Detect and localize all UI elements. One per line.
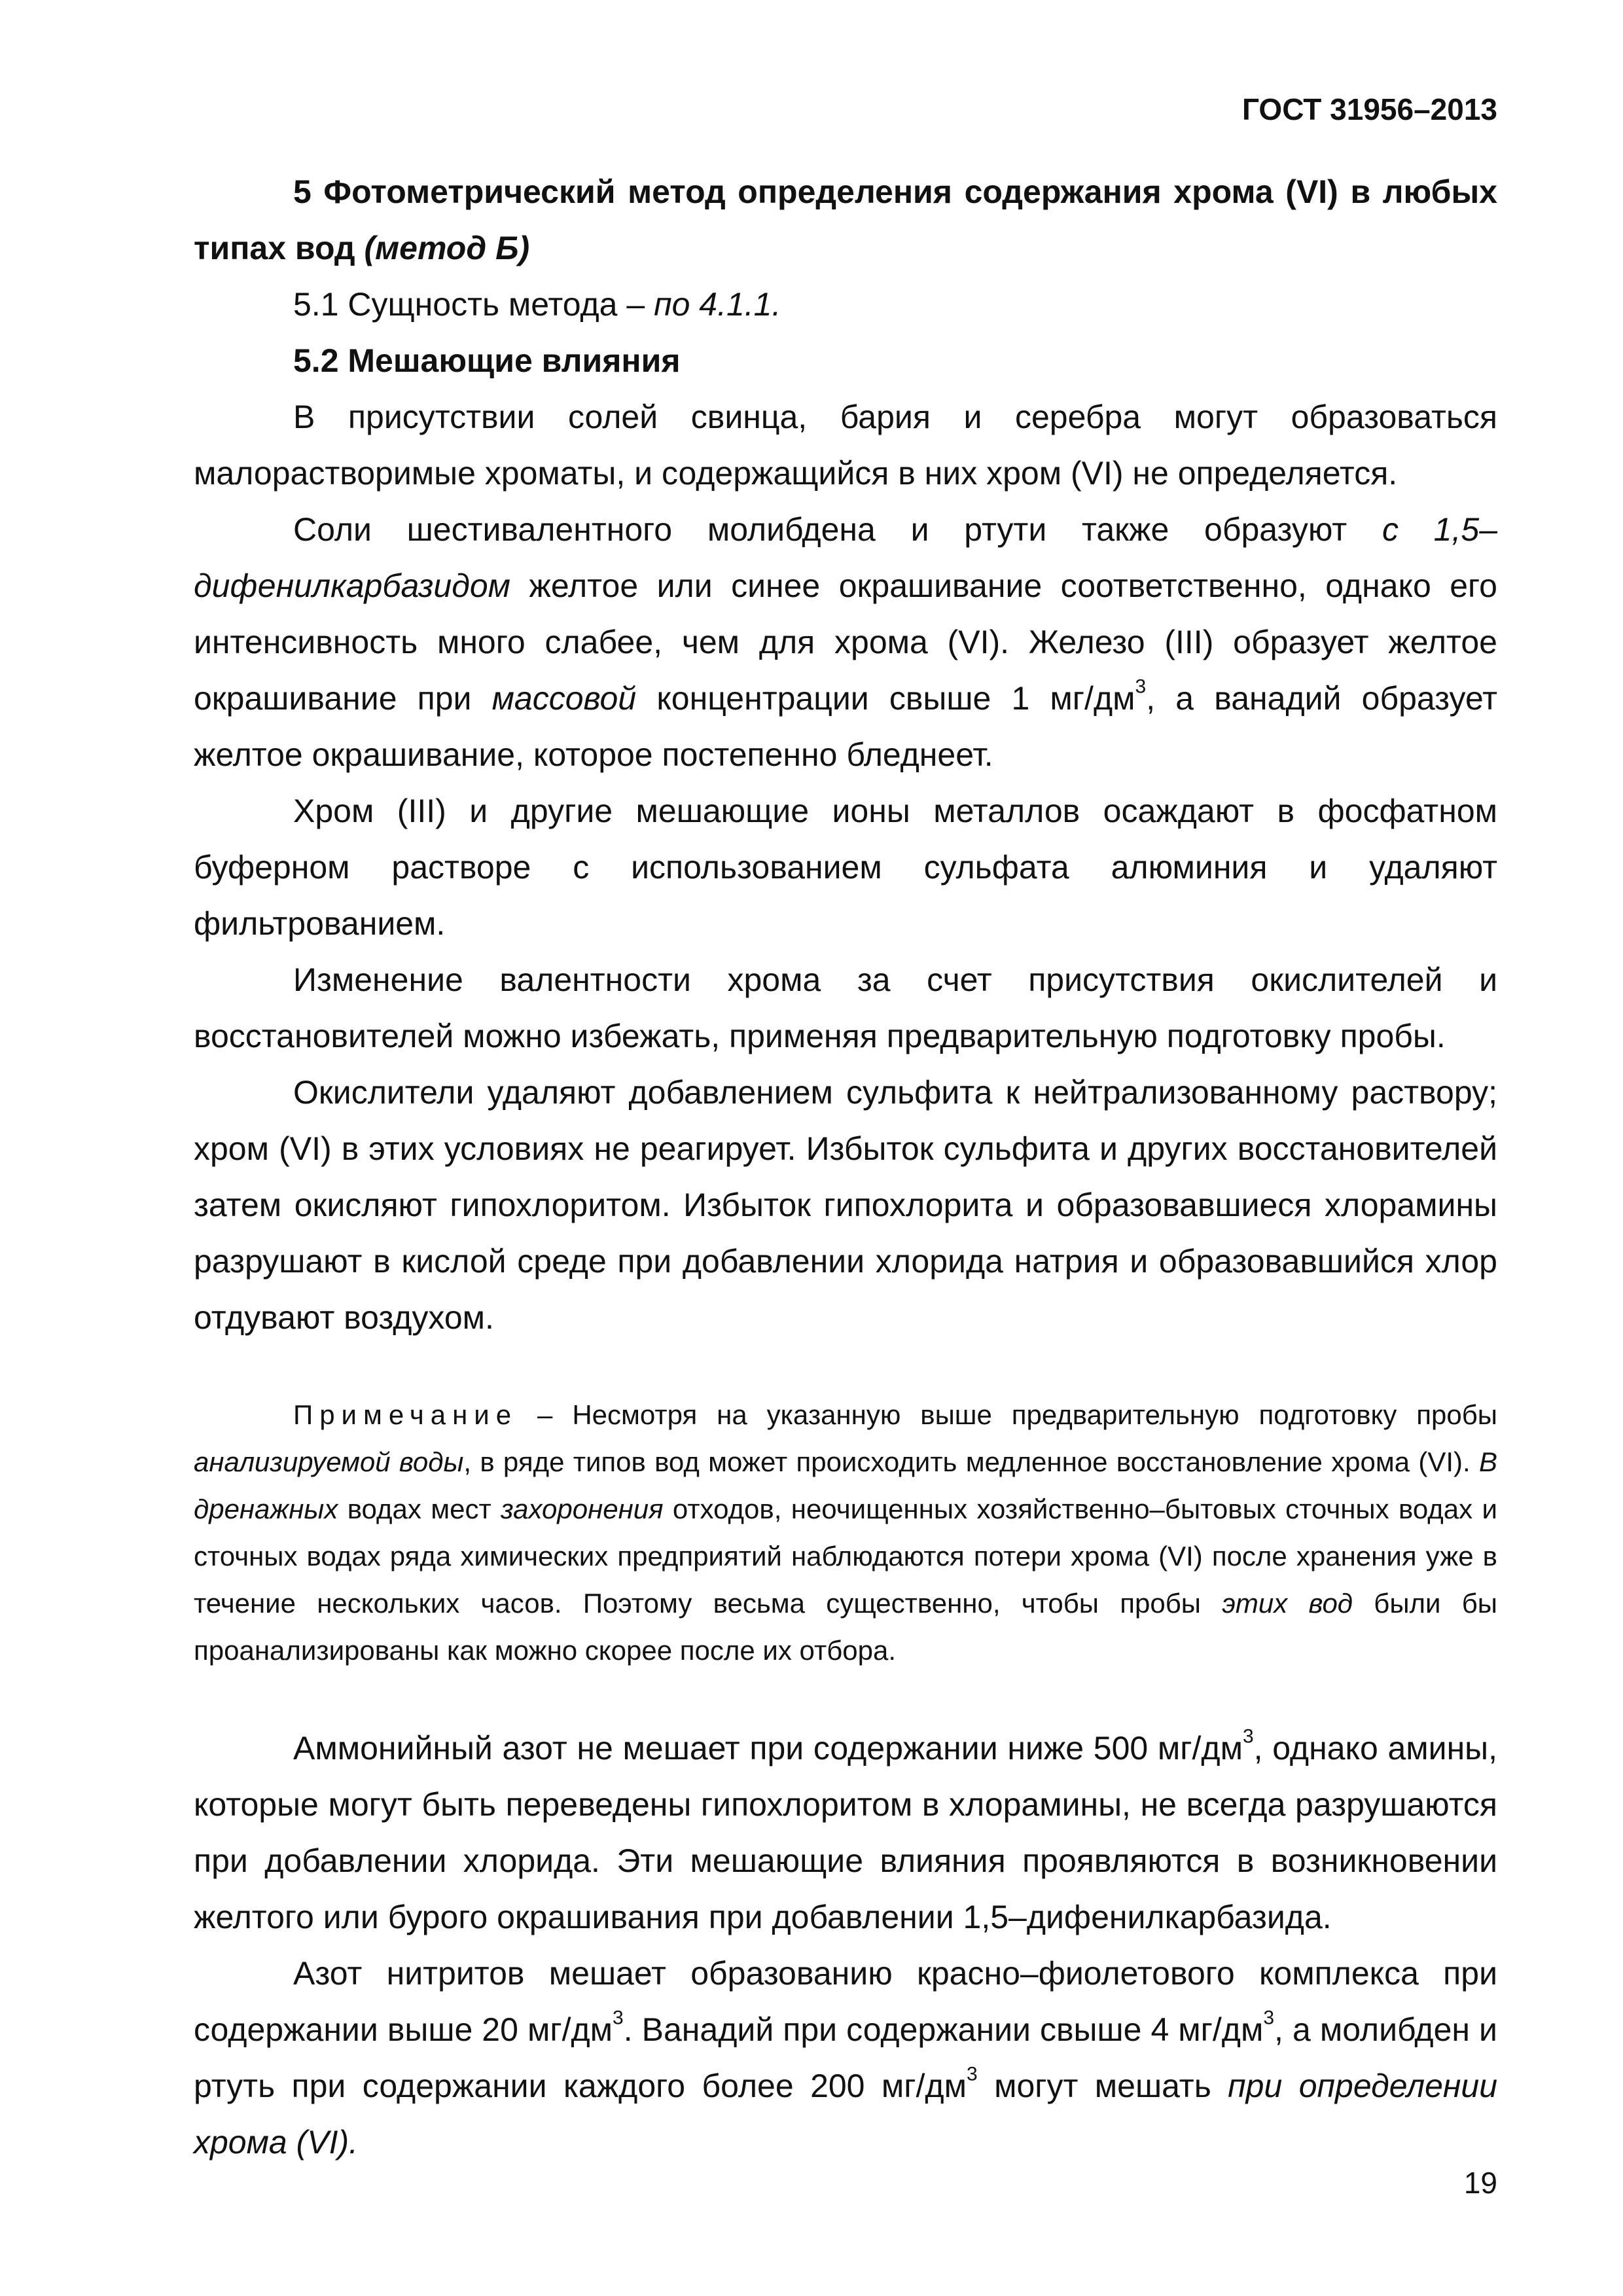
note-block	[194, 1391, 1497, 1674]
paragraph-6-part: , однако амины, которые могут быть переведены гипохлоритом в хлорамины, не всегда разрушаются при добавлении хлорида. Эти мешающие влияния проявляются в возникновении желтого или бурого окрашивания при добавлении 1,5–дифенилкарбазида.	[194, 1730, 1498, 1935]
paragraph-7-part: могут мешать	[977, 2068, 1228, 2104]
paragraph-7-italic: при определении хрома (VI).	[194, 2068, 1498, 2161]
paragraph-1: В присутствии солей свинца, бария и серебра могут образоваться малорастворимые хроматы, и содержащийся в них хром (VI) не определяется.	[194, 399, 1497, 492]
paragraph-7	[194, 1945, 1497, 2170]
paragraph-3: Хром (III) и другие мешающие ионы металлов осаждают в фосфатном буферном растворе с использованием сульфата алюминия и удаляют фильтрованием.	[194, 793, 1497, 942]
document-body	[194, 164, 1497, 2170]
paragraph-2-part: , а ванадий образует желтое окрашивание, которое постепенно бледнеет.	[194, 680, 1498, 773]
section-5-title-method: (метод Б)	[364, 230, 530, 266]
superscript: 3	[613, 2007, 624, 2029]
page-number: 19	[1463, 2166, 1497, 2200]
paragraph-2-italic: с 1,5–дифенилкарбазидом	[194, 511, 1497, 604]
note-italic: этих вод	[1222, 1588, 1353, 1619]
paragraph-2-italic: массовой	[491, 680, 637, 717]
note-part: отходов, неочищенных хозяйственно–бытовых сточных водах и сточных водах ряда химических предприятий наблюдаются потери хрома (VI) после хранения уже в течение нескольких часов. Поэтому весьма существенно, чтобы пробы	[194, 1494, 1497, 1619]
note-paragraph	[194, 1391, 1497, 1674]
note-italic: В дренажных	[194, 1446, 1497, 1524]
paragraph-2-part: концентрации свыше 1 мг/дм	[636, 680, 1135, 717]
paragraph-7-part: . Ванадий при содержании свыше 4 мг/дм	[623, 2011, 1264, 2048]
note-italic: анализируемой воды	[194, 1446, 464, 1477]
paragraph-4: Изменение валентности хрома за счет присутствия окислителей и восстановителей можно избежать, применяя предварительную подготовку пробы.	[194, 961, 1497, 1054]
note-label: Примечание	[293, 1399, 518, 1430]
document-header: ГОСТ 31956–2013	[1241, 92, 1497, 126]
section-5-2-title: 5.2 Мешающие влияния	[293, 342, 681, 379]
paragraph-7-part: Азот нитритов мешает образованию красно–фиолетового комплекса при содержании выше 20 мг/дм	[194, 1955, 1497, 2048]
note-italic: захоронения	[501, 1494, 664, 1524]
section-5-title	[194, 164, 1497, 276]
superscript: 3	[1135, 675, 1147, 698]
note-part: были бы проанализированы как можно скорее после их отбора.	[194, 1588, 1497, 1666]
section-5-1-ref: по 4.1.1.	[654, 286, 781, 323]
superscript: 3	[966, 2063, 978, 2085]
paragraph-7-part: , а молибден и ртуть при содержании каждого более 200 мг/дм	[194, 2011, 1497, 2104]
superscript: 3	[1242, 1725, 1254, 1748]
section-5-title-text: 5 Фотометрический метод определения содержания хрома (VI) в любых типах вод	[194, 173, 1497, 266]
paragraph-2-part: Соли шестивалентного молибдена и ртути также образуют	[293, 511, 1382, 548]
note-part: водах мест	[338, 1494, 501, 1524]
section-5-1-text: 5.1 Сущность метода –	[293, 286, 654, 323]
paragraph-5: Окислители удаляют добавлением сульфита к нейтрализованному раствору; хром (VI) в этих условиях не реагирует. Избыток сульфита и других восстановителей затем окисляют гипохлоритом. Избыток гипохлорита и образовавшиеся хлорамины разрушают в кислой среде при добавлении хлорида натрия и образовавшийся хлор отдувают воздухом.	[194, 1074, 1497, 1336]
section-5-1	[194, 276, 1497, 332]
paragraph-6-part: Аммонийный азот не мешает при содержании ниже 500 мг/дм	[293, 1730, 1243, 1767]
paragraph-6	[194, 1720, 1497, 1945]
note-part: , в ряде типов вод может происходить медленное восстановление хрома (VI).	[463, 1446, 1479, 1477]
paragraph-2	[194, 501, 1497, 783]
paragraph-2-part: желтое или синее окрашивание соответственно, однако его интенсивность много слабее, чем для хрома (VI). Железо (III) образует желтое окрашивание при	[194, 567, 1497, 717]
note-part: – Несмотря на указанную выше предварительную подготовку пробы	[518, 1399, 1497, 1430]
superscript: 3	[1263, 2007, 1275, 2029]
